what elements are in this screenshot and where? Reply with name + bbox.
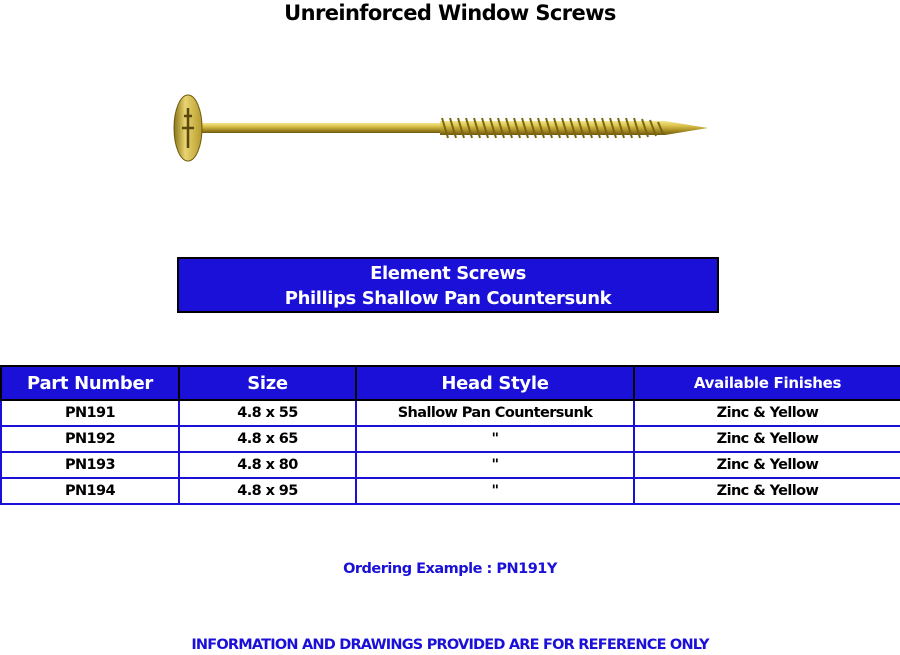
- head-style-cell: ": [356, 452, 634, 478]
- disclaimer-text: INFORMATION AND DRAWINGS PROVIDED ARE FOR REFERENCE ONLY: [191, 637, 709, 653]
- table-row: [1, 478, 900, 504]
- product-subtitle-line-2: Phillips Shallow Pan Countersunk: [284, 288, 612, 309]
- part-number-cell: PN194: [1, 478, 179, 504]
- column-header-head-style: Head Style: [356, 366, 634, 400]
- table-header-row: [1, 366, 900, 400]
- finishes-cell: Zinc & Yellow: [634, 426, 900, 452]
- part-number-cell: PN191: [1, 400, 179, 426]
- size-cell: 4.8 x 95: [179, 478, 356, 504]
- table-row: [1, 426, 900, 452]
- finishes-cell: Zinc & Yellow: [634, 452, 900, 478]
- part-number-cell: PN193: [1, 452, 179, 478]
- head-style-cell: ": [356, 426, 634, 452]
- size-cell: 4.8 x 65: [179, 426, 356, 452]
- parts-table: [0, 365, 900, 505]
- head-style-cell: Shallow Pan Countersunk: [356, 400, 634, 426]
- part-number-cell: PN192: [1, 426, 179, 452]
- finishes-cell: Zinc & Yellow: [634, 478, 900, 504]
- table-row: [1, 400, 900, 426]
- product-subtitle-line-1: Element Screws: [370, 263, 526, 284]
- table-row: [1, 452, 900, 478]
- finishes-cell: Zinc & Yellow: [634, 400, 900, 426]
- ordering-example: Ordering Example : PN191Y: [343, 561, 557, 577]
- phillips-screw-icon: [168, 92, 713, 172]
- column-header-size: Size: [179, 366, 356, 400]
- head-style-cell: ": [356, 478, 634, 504]
- page-title: Unreinforced Window Screws: [284, 1, 616, 25]
- column-header-part-number: Part Number: [1, 366, 179, 400]
- size-cell: 4.8 x 80: [179, 452, 356, 478]
- product-subtitle-box: [177, 257, 719, 313]
- column-header-available-finishes: Available Finishes: [634, 366, 900, 400]
- size-cell: 4.8 x 55: [179, 400, 356, 426]
